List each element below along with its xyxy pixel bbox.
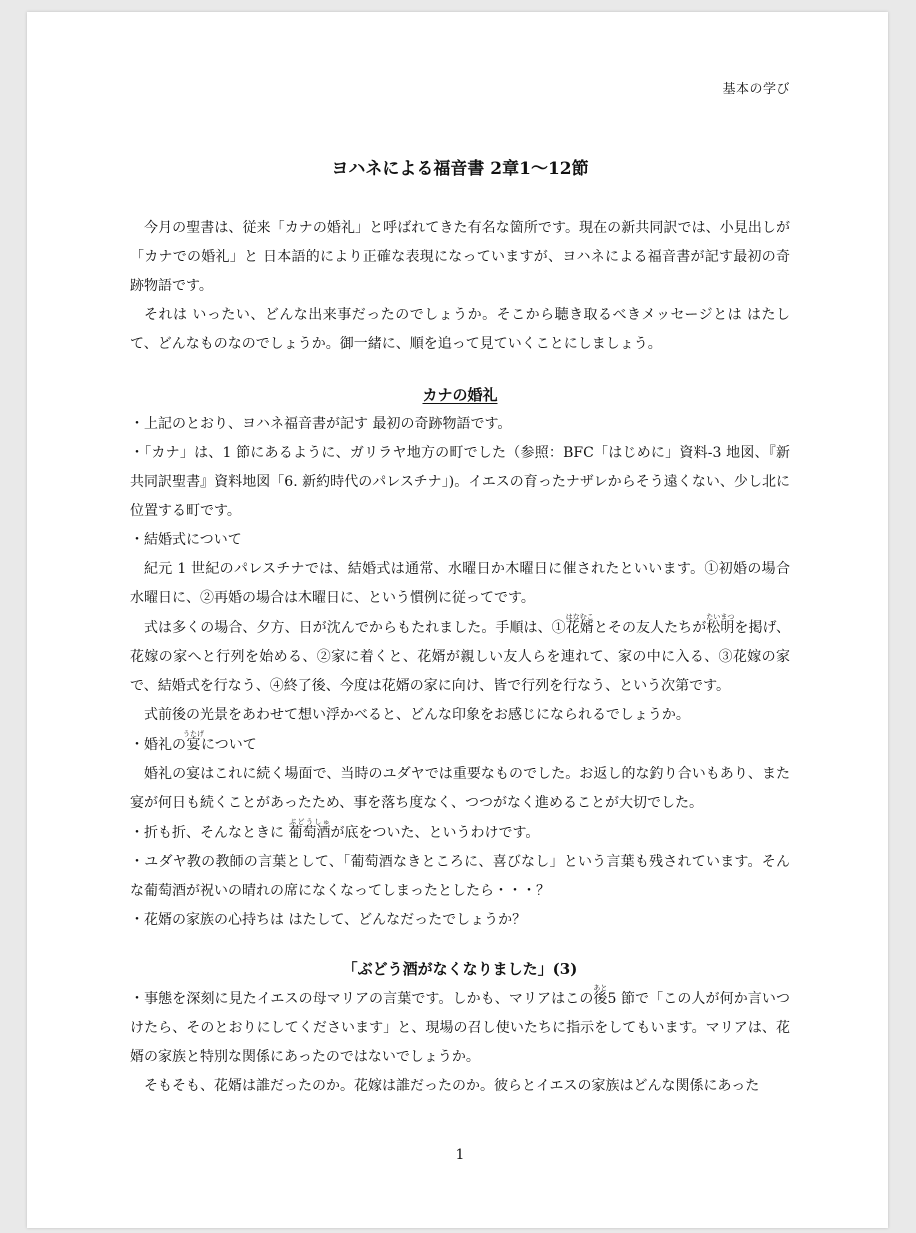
section-heading-wine: 「ぶどう酒がなくなりました」(3) — [342, 960, 578, 978]
ruby-reading: はなむこ — [565, 613, 594, 621]
ruby-base: 花婿 — [565, 620, 594, 636]
text-span: ・婚礼の — [130, 737, 186, 753]
text-span: について — [201, 737, 257, 753]
paragraph: そもそも、花婿は誰だったのか。花嫁は誰だったのか。彼らとイエスの家族はどんな関係にあった — [144, 1078, 760, 1094]
ruby-base: 松明 — [706, 620, 735, 636]
ruby-reading: ぶどうしゅ — [288, 818, 331, 826]
ruby-base: 葡萄酒 — [288, 825, 331, 841]
ruby-word — [593, 984, 608, 1007]
document-page — [27, 12, 888, 1228]
ruby-reading: たいまつ — [706, 613, 735, 621]
text-span: 式は多くの場合、夕方、日が沈んでからもたれました。手順は、① — [144, 620, 566, 636]
page-header: 基本の学び — [722, 82, 790, 97]
ruby-reading: あと — [593, 984, 608, 992]
text-span: とその友人たちが — [593, 620, 707, 636]
ruby-base: 宴 — [183, 737, 204, 753]
text-span: ・折も折、そんなときに — [130, 825, 289, 841]
bullet-item-mary — [130, 984, 790, 1072]
bullet-item: ・ユダヤ教の教師の言葉として、「葡萄酒なきところに、喜びなし」という言葉も残されています。そんな葡萄酒が祝いの晴れの席になくなってしまったとしたら・・・？ — [130, 854, 790, 899]
text-span: が底をついた、というわけです。 — [330, 825, 540, 841]
bullet-item: ・「カナ」は、1 節にあるように、ガリラヤ地方の町でした（参照：BFC「はじめに」資料-3 地図、『新共同訳聖書』資料地図「6. 新約時代のパレスチナ」)。イエスの育ったナザレからそう遠くない、少し北に位置する町です。 — [130, 445, 790, 519]
ruby-word — [183, 730, 204, 753]
ruby-base: 後 — [593, 991, 608, 1007]
section-heading-cana-wedding — [130, 381, 790, 410]
paragraph: 婚礼の宴はこれに続く場面で、当時のユダヤでは重要なものでした。お返し的な釣り合いもあり、また宴が何日も続くことがあったため、事を落ち度なく、つつがなく進めることが大切でした。 — [130, 766, 790, 811]
document-title: ヨハネによる福音書 2章1〜12節 — [331, 159, 589, 179]
ruby-word — [565, 613, 594, 636]
bullet-item: ・結婚式について — [130, 532, 242, 548]
intro-paragraph-2: それは いったい、どんな出来事だったのでしょうか。そこから聴き取るべきメッセージとは はたして、どんなものなのでしょうか。御一緒に、順を追って見ていくことにしましょう。 — [130, 307, 790, 352]
bullet-item: ・花婿の家族の心持ちは はたして、どんなだったでしょうか？ — [130, 912, 527, 928]
intro-paragraph-1: 今月の聖書は、従来「カナの婚礼」と呼ばれてきた有名な箇所です。現在の新共同訳では、小見出しが「カナでの婚礼」と 日本語的により正確な表現になっていますが、ヨハネによる福音書が記す最初の奇跡物語です。 — [130, 220, 790, 294]
bullet-item-wine — [130, 818, 790, 848]
paragraph: 紀元 1 世紀のパレスチナでは、結婚式は通常、水曜日か木曜日に催されたといいます。①初婚の場合 水曜日に、②再婚の場合は木曜日に、という慣例に従ってです。 — [130, 561, 790, 606]
spacer — [130, 935, 790, 955]
bullet-item: ・上記のとおり、ヨハネ福音書が記す 最初の奇跡物語です。 — [130, 416, 512, 432]
text-span: を掲げ、花嫁の家へと行列を始める、②家に着くと、花婿が親しい友人らを連れて、家の中に入る、③花嫁の家で、結婚式を行なう、④終了後、今度は花婿の家に向け、皆で行列を行なう、という次第です。 — [130, 620, 791, 694]
text-span: ・事態を深刻に見たイエスの母マリアの言葉です。しかも、マリアはこの — [130, 991, 594, 1007]
ruby-word — [288, 818, 331, 841]
page-number: 1 — [455, 1147, 465, 1163]
document-body — [130, 214, 790, 1101]
ruby-word — [706, 613, 735, 636]
ruby-reading: うたげ — [183, 730, 204, 738]
bullet-item-feast — [130, 730, 790, 760]
text-span: 5 節で「この人が何か言いつけたら、そのとおりにしてくださいます」と、現場の召し使いたちに指示をしてもいます。マリアは、花婿の家族と特別な関係にあったのではないでしょうか。 — [130, 991, 790, 1065]
spacer — [130, 359, 790, 381]
paragraph: 式前後の光景をあわせて想い浮かべると、どんな印象をお感じになられるでしょうか。 — [144, 707, 690, 723]
paragraph-wedding-procedure — [130, 613, 790, 701]
section-heading-text: カナの婚礼 — [422, 386, 498, 404]
